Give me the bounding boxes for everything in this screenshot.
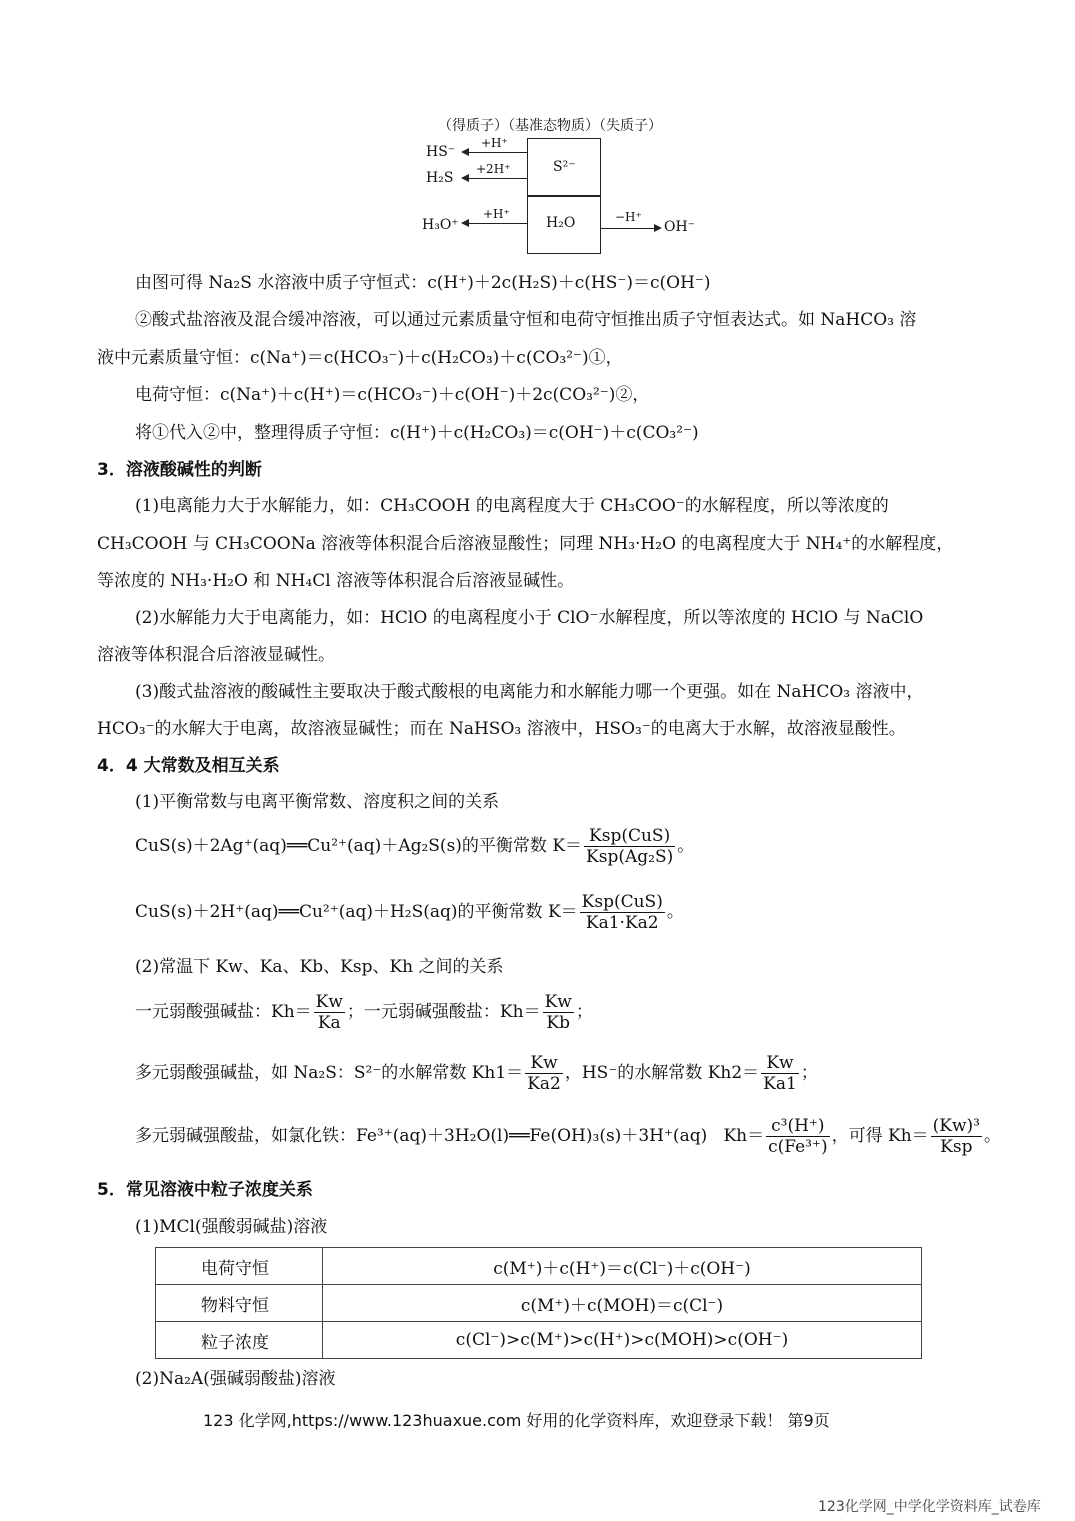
diagram-header: （得质子）（基准态物质）（失质子） [438,118,662,134]
para-1c: 等浓度的 NH₃·H₂O 和 NH₄Cl 溶液等体积混合后溶液显碱性。 [97,571,575,591]
arrow-head-hs [461,148,469,156]
frac-num: Kw [315,992,343,1012]
arrow-head-oh [654,224,662,232]
frac-kw-ka1 [761,1053,799,1094]
eq-cus-h-text: CuS(s)＋2H⁺(aq)══Cu²⁺(aq)＋H₂S(aq)的平衡常数 K＝ [135,902,578,922]
arrow-hs [467,152,527,153]
sub-na2a: (2)Na₂A(强碱弱酸盐)溶液 [135,1369,336,1389]
label-plus-h2: +H⁺ [483,207,510,221]
frac-num: (Kw)³ [932,1116,980,1136]
eq-text: 多元弱碱强酸盐，如氯化铁：Fe³⁺(aq)＋3H₂O(l)══Fe(OH)₃(s)＋3H⁺(aq) [135,1126,708,1146]
frac-num: Kw [544,992,572,1012]
eq-text: ，可得 Kh＝ [831,1126,929,1146]
frac-den: Ka1·Ka2 [585,913,659,933]
eq-text: 多元弱酸强碱盐，如 Na₂S：S²⁻的水解常数 Kh1＝ [135,1063,524,1083]
arrow-h2s [467,178,527,179]
table-key: 电荷守恒 [156,1248,323,1285]
frac-num: c³(H⁺) [766,1116,830,1137]
h2s-label: H₂S [426,170,454,186]
frac-ksp-ka [580,892,665,933]
table-key: 物料守恒 [156,1285,323,1322]
watermark: 123化学网_中学化学资料库_试卷库 [818,1499,1041,1515]
eq-cus-h: CuS(s)＋2H⁺(aq)══Cu²⁺(aq)＋H₂S(aq)的平衡常数 K＝ $\frac{\text{Ksp(CuS)}}{Ka1\cdot Ka2}$ 。 [135,892,684,933]
eq-text: 一元弱酸强碱盐：Kh＝ [135,1002,312,1022]
frac-den: c(Fe³⁺) [768,1137,828,1157]
frac-kw3-ksp [931,1116,982,1157]
frac-kw-kb [543,992,574,1033]
arrow-head-h2s [461,174,469,182]
para-2a: (2)水解能力大于电离能力，如：HClO 的电离程度小于 ClO⁻水解程度，所以等浓度的 HClO 与 NaClO [135,608,924,628]
frac-num: Kw [761,1053,799,1074]
frac-num: Kw [525,1053,563,1074]
para-3b: HCO₃⁻的水解大于电离，故溶液显碱性；而在 NaHSO₃ 溶液中，HSO₃⁻的电离大于水解，故溶液显酸性。 [97,719,906,739]
line-acid-salt: ②酸式盐溶液及混合缓冲溶液，可以通过元素质量守恒和电荷守恒推出质子守恒表达式。如 NaHCO₃ 溶 [135,310,917,330]
para-2b: 溶液等体积混合后溶液显碱性。 [97,645,335,665]
page-footer: 123 化学网,https://www.123huaxue.com 好用的化学资料库，欢迎登录下载！ 第9页 [203,1411,830,1430]
label-plus-2h: +2H⁺ [476,162,511,176]
line-proton-balance: 将①代入②中，整理得质子守恒：c(H⁺)＋c(H₂CO₃)＝c(OH⁻)＋c(CO₃²⁻) [135,423,699,443]
frac-den: Ka2 [527,1074,561,1094]
eq-cus-ag: CuS(s)＋2Ag⁺(aq)══Cu²⁺(aq)＋Ag₂S(s)的平衡常数 K＝ $\frac{\text{Ksp(CuS)}}{\text{Ksp(Ag₂S)}}$ 。 [135,826,695,867]
frac-num: Ksp(CuS) [584,826,675,847]
table-key: 粒子浓度 [156,1322,323,1359]
table-row [156,1248,922,1285]
frac-ksp-ag2s [584,826,675,867]
eq-text: Kh＝ [723,1126,765,1146]
frac-den: Kb [546,1013,570,1033]
frac-den: Ka1 [763,1074,797,1094]
label-minus-h: −H⁺ [615,210,642,224]
sub-2: (2)常温下 Kw、Ka、Kb、Ksp、Kh 之间的关系 [135,957,504,977]
table-row [156,1322,922,1359]
para-1b: CH₃COOH 与 CH₃COONa 溶液等体积混合后溶液显酸性；同理 NH₃·H₂O 的电离程度大于 NH₄⁺的水解程度， [97,534,954,554]
line-charge-balance: 电荷守恒：c(Na⁺)＋c(H⁺)＝c(HCO₃⁻)＋c(OH⁻)＋2c(CO₃²⁻)②， [135,385,650,405]
frac-kw-ka2 [525,1053,563,1094]
label-plus-h: +H⁺ [481,136,508,150]
h2o-label: H₂O [546,215,576,231]
arrow-oh [600,228,654,229]
eq-text: ，HS⁻的水解常数 Kh2＝ [564,1063,760,1083]
frac-num: Ksp(CuS) [581,892,663,912]
line-mass-balance: 液中元素质量守恒：c(Na⁺)＝c(HCO₃⁻)＋c(H₂CO₃)＋c(CO₃²⁻)①， [97,348,623,368]
table-value: c(M⁺)＋c(MOH)＝c(Cl⁻) [323,1285,922,1322]
line-proton-na2s: 由图可得 Na₂S 水溶液中质子守恒式：c(H⁺)＋2c(H₂S)＋c(HS⁻)＝c(OH⁻) [135,273,711,293]
mcl-table [155,1247,922,1359]
frac-den: Ksp [940,1137,973,1157]
frac-den: Ksp(Ag₂S) [586,847,674,867]
para-1a: (1)电离能力大于水解能力，如：CH₃COOH 的电离程度大于 CH₃COO⁻的水解程度，所以等浓度的 [135,496,889,516]
arrow-head-h3o [461,219,469,227]
s2-label: S²⁻ [553,159,576,175]
table-value: c(Cl⁻)>c(M⁺)>c(H⁺)>c(MOH)>c(OH⁻) [323,1322,922,1359]
frac-h-fe [766,1116,830,1157]
heading-5: 5．常见溶液中粒子浓度关系 [97,1180,313,1200]
para-3a: (3)酸式盐溶液的酸碱性主要取决于酸式酸根的电离能力和水解能力哪一个更强。如在 NaHCO₃ 溶液中， [135,682,924,702]
eq-polyprotic: 多元弱酸强碱盐，如 Na₂S：S²⁻的水解常数 Kh1＝ $\frac{Kw}{Ka2}$ ，HS⁻的水解常数 Kh2＝ $\frac{Kw}{Ka1}$ ； [135,1053,818,1094]
eq-weak-acid: 一元弱酸强碱盐：Kh＝ $\frac{Kw}{Ka}$ ；一元弱碱强酸盐：Kh＝ $\frac{Kw}{Kb}$ ； [135,992,593,1033]
hs-label: HS⁻ [426,144,456,160]
heading-3: 3．溶液酸碱性的判断 [97,460,262,480]
eq-cus-ag-text: CuS(s)＋2Ag⁺(aq)══Cu²⁺(aq)＋Ag₂S(s)的平衡常数 K＝ [135,836,583,856]
frac-kw-ka [314,992,345,1033]
arrow-h3o [467,223,527,224]
sub-mcl: (1)MCl(强酸弱碱盐)溶液 [135,1217,328,1237]
table-row [156,1285,922,1322]
eq-fecl3: 多元弱碱强酸盐，如氯化铁：Fe³⁺(aq)＋3H₂O(l)══Fe(OH)₃(s)＋3H⁺(aq) Kh＝ $\frac{\text{c³(H⁺)}}{\text{c(Fe³⁺)}}$ ，可得 Kh＝ $\frac{\text{(Kw)³}}{\text{Ksp}}$ 。 [135,1116,1001,1157]
heading-4: 4．4 大常数及相互关系 [97,756,280,776]
table-value: c(M⁺)＋c(H⁺)＝c(Cl⁻)＋c(OH⁻) [323,1248,922,1285]
frac-den: Ka [317,1013,341,1033]
h3o-label: H₃O⁺ [422,217,459,233]
sub-1: (1)平衡常数与电离平衡常数、溶度积之间的关系 [135,792,500,812]
eq-text: ；一元弱碱强酸盐：Kh＝ [346,1002,541,1022]
oh-label: OH⁻ [664,219,696,235]
